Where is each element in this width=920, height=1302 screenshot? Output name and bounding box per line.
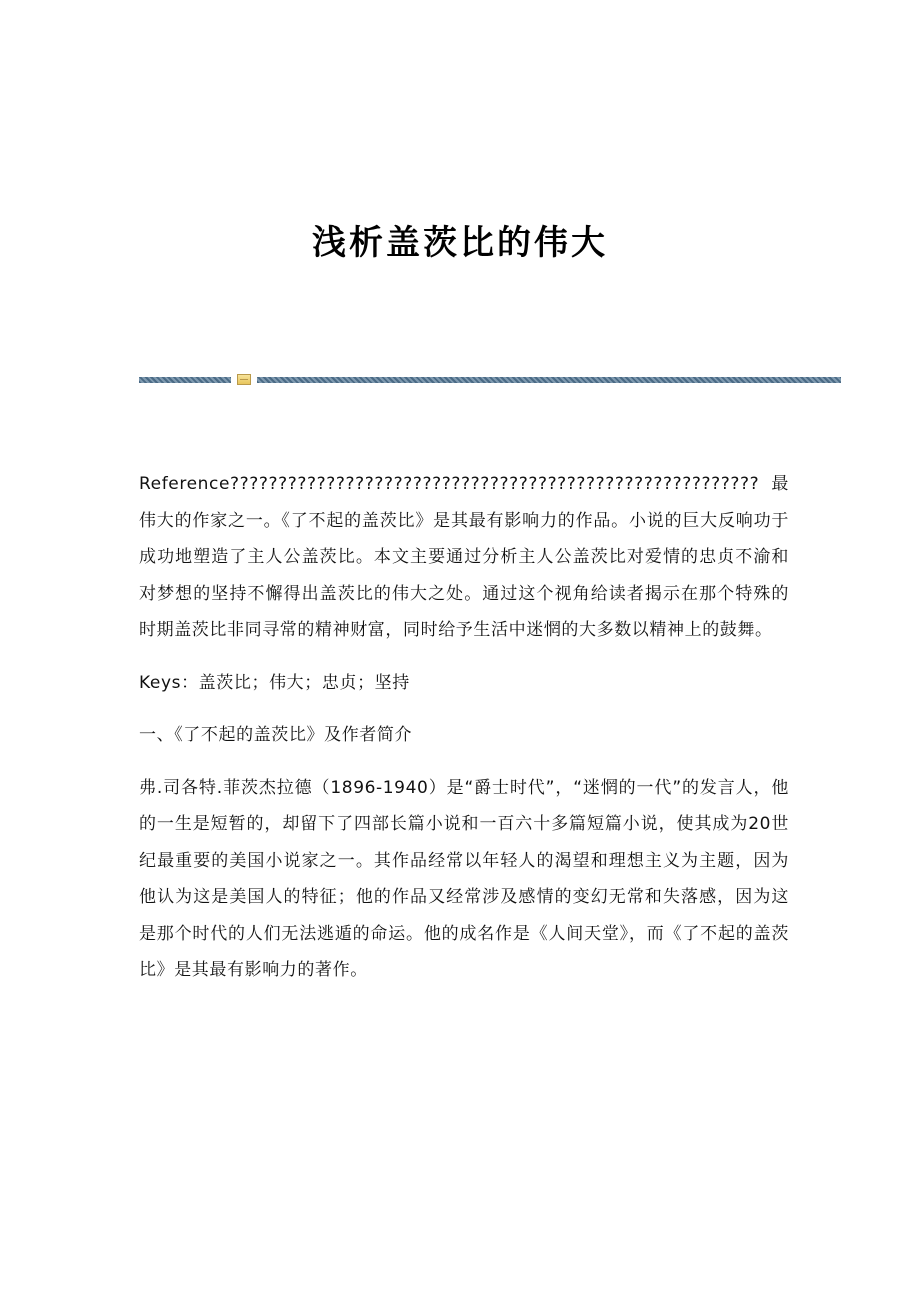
divider-bar-right <box>257 377 841 383</box>
section-paragraph: 弗.司各特.菲茨杰拉德（1896-1940）是“爵士时代”，“迷惘的一代”的发言人，他的一生是短暂的，却留下了四部长篇小说和一百六十多篇短篇小说，使其成为20世纪最重要的美国小说家之一。其作品经常以年轻人的渴望和理想主义为主题，因为他认为这是美国人的特征；他的作品又经常涉及感情的变幻无常和失落感，因为这是那个时代的人们无法逃遁的命运。他的成名作是《人间天堂》，而《了不起的盖茨比》是其最有影响力的著作。 <box>139 777 789 980</box>
title-divider <box>139 374 841 386</box>
document-body <box>139 466 789 1005</box>
section-heading: 一、《了不起的盖茨比》及作者简介 <box>139 725 413 745</box>
divider-bar-left <box>139 377 231 383</box>
abstract-paragraph: Reference???????????????????????????????????????????????????????最伟大的作家之一。《了不起的盖茨比》是其最有影响力的作品。小说的巨大反响功于成功地塑造了主人公盖茨比。本文主要通过分析主人公盖茨比对爱情的忠贞不渝和对梦想的坚持不懈得出盖茨比的伟大之处。通过这个视角给读者揭示在那个特殊的时期盖茨比非同寻常的精神财富，同时给予生活中迷惘的大多数以精神上的鼓舞。 <box>139 474 789 640</box>
document-title: 浅析盖茨比的伟大 <box>312 223 608 263</box>
keywords-line: Keys：盖茨比；伟大；忠贞；坚持 <box>139 672 410 693</box>
divider-ornament-icon <box>237 374 251 385</box>
